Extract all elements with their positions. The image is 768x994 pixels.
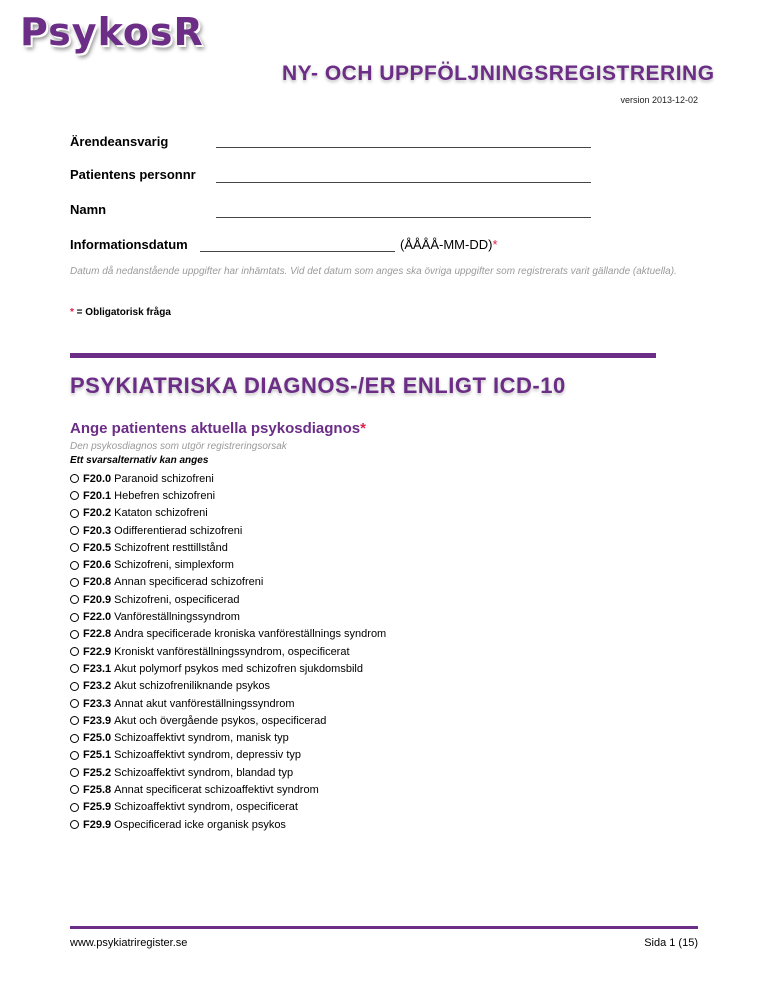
- diagnosis-option[interactable]: [70, 678, 386, 695]
- footer-divider: [70, 926, 698, 929]
- option-label: Schizoaffektivt syndrom, blandad typ: [114, 766, 294, 779]
- option-code: F20.1: [83, 489, 112, 502]
- diagnosis-option[interactable]: [70, 626, 386, 643]
- option-code: F25.1: [83, 749, 112, 762]
- radio-button-icon[interactable]: [70, 664, 79, 673]
- diagnosis-option[interactable]: [70, 539, 386, 556]
- question-subtitle: Den psykosdiagnos som utgör registreringsorsak: [70, 441, 287, 452]
- option-label: Vanföreställningssyndrom: [114, 611, 240, 624]
- diagnosis-option[interactable]: [70, 643, 386, 660]
- option-label: Ospecificerad icke organisk psykos: [114, 818, 286, 831]
- option-code: F23.1: [83, 662, 112, 675]
- option-code: F25.8: [83, 783, 112, 796]
- radio-button-icon[interactable]: [70, 509, 79, 518]
- option-label: Schizofreni, simplexform: [114, 559, 234, 572]
- diagnosis-option[interactable]: [70, 712, 386, 729]
- option-label: Schizofrent resttillstånd: [114, 541, 228, 554]
- radio-button-icon[interactable]: [70, 630, 79, 639]
- arendeansvarig-label: Ärendeansvarig: [70, 134, 169, 149]
- option-label: Schizoaffektivt syndrom, manisk typ: [114, 732, 289, 745]
- radio-button-icon[interactable]: [70, 491, 79, 500]
- radio-button-icon[interactable]: [70, 820, 79, 829]
- option-code: F29.9: [83, 818, 112, 831]
- info-note: Datum då nedanstående uppgifter har inhämtats. Vid det datum som anges ska övriga uppgifter som registrerats varit gällande (aktuella).: [70, 266, 677, 277]
- option-label: Hebefren schizofreni: [114, 489, 216, 502]
- section-title: PSYKIATRISKA DIAGNOS-/ER ENLIGT ICD-10: [70, 373, 566, 398]
- section-divider: [70, 353, 656, 358]
- personnr-field[interactable]: [216, 182, 591, 183]
- option-code: F20.6: [83, 559, 112, 572]
- diagnosis-option[interactable]: [70, 816, 386, 833]
- option-label: Annat akut vanföreställningssyndrom: [114, 697, 295, 710]
- option-label: Kataton schizofreni: [114, 507, 208, 520]
- option-label: Kroniskt vanföreställningssyndrom, ospecificerat: [114, 645, 350, 658]
- version-label: version 2013-12-02: [620, 95, 698, 105]
- option-code: F20.8: [83, 576, 112, 589]
- question-instruction: Ett svarsalternativ kan anges: [70, 455, 209, 466]
- mandatory-text: = Obligatorisk fråga: [73, 307, 171, 318]
- informationsdatum-label: Informationsdatum: [70, 237, 188, 252]
- radio-button-icon[interactable]: [70, 734, 79, 743]
- diagnosis-option[interactable]: [70, 729, 386, 746]
- radio-button-icon[interactable]: [70, 561, 79, 570]
- mandatory-note: [70, 307, 171, 318]
- option-label: Paranoid schizofreni: [114, 472, 214, 485]
- option-code: F20.3: [83, 524, 112, 537]
- option-label: Annat specificerat schizoaffektivt syndrom: [114, 783, 319, 796]
- diagnosis-option[interactable]: [70, 781, 386, 798]
- diagnosis-option[interactable]: [70, 505, 386, 522]
- option-code: F20.9: [83, 593, 112, 606]
- namn-field[interactable]: [216, 217, 591, 218]
- option-code: F22.8: [83, 628, 112, 641]
- option-code: F25.9: [83, 801, 112, 814]
- psykosr-logo: [20, 10, 220, 70]
- option-code: F20.5: [83, 541, 112, 554]
- logo-text: PsykosR: [20, 10, 204, 54]
- option-label: Annan specificerad schizofreni: [114, 576, 264, 589]
- arendeansvarig-field[interactable]: [216, 147, 591, 148]
- radio-button-icon[interactable]: [70, 785, 79, 794]
- option-label: Akut och övergående psykos, ospecificerad: [114, 714, 327, 727]
- option-label: Odifferentierad schizofreni: [114, 524, 243, 537]
- radio-button-icon[interactable]: [70, 682, 79, 691]
- diagnosis-options: [70, 470, 386, 833]
- option-code: F22.9: [83, 645, 112, 658]
- diagnosis-option[interactable]: [70, 747, 386, 764]
- radio-button-icon[interactable]: [70, 543, 79, 552]
- radio-button-icon[interactable]: [70, 751, 79, 760]
- radio-button-icon[interactable]: [70, 613, 79, 622]
- namn-label: Namn: [70, 202, 107, 217]
- option-label: Schizoaffektivt syndrom, depressiv typ: [114, 749, 302, 762]
- option-label: Andra specificerade kroniska vanföreställnings syndrom: [114, 628, 387, 641]
- radio-button-icon[interactable]: [70, 716, 79, 725]
- option-code: F23.3: [83, 697, 112, 710]
- option-label: Akut polymorf psykos med schizofren sjukdomsbild: [114, 662, 363, 675]
- option-label: Akut schizofreniliknande psykos: [114, 680, 271, 693]
- diagnosis-option[interactable]: [70, 764, 386, 781]
- option-code: F25.0: [83, 732, 112, 745]
- informationsdatum-field[interactable]: [200, 251, 395, 252]
- option-code: F25.2: [83, 766, 112, 779]
- radio-button-icon[interactable]: [70, 647, 79, 656]
- option-code: F22.0: [83, 611, 112, 624]
- question-required-mark: *: [360, 420, 366, 437]
- diagnosis-option[interactable]: [70, 591, 386, 608]
- option-label: Schizoaffektivt syndrom, ospecificerat: [114, 801, 298, 814]
- page-title: NY- OCH UPPFÖLJNINGSREGISTRERING: [282, 62, 715, 85]
- date-format-hint: [400, 237, 498, 252]
- diagnosis-option[interactable]: [70, 522, 386, 539]
- diagnosis-option[interactable]: [70, 799, 386, 816]
- option-code: F20.0: [83, 472, 112, 485]
- mandatory-star: *: [70, 307, 74, 318]
- required-mark: *: [492, 237, 498, 252]
- question-title-text: Ange patientens aktuella psykosdiagnos: [70, 420, 361, 437]
- radio-button-icon[interactable]: [70, 578, 79, 587]
- personnr-label: Patientens personnr: [70, 167, 196, 182]
- radio-button-icon[interactable]: [70, 474, 79, 483]
- diagnosis-option[interactable]: [70, 487, 386, 504]
- option-label: Schizofreni, ospecificerad: [114, 593, 240, 606]
- radio-button-icon[interactable]: [70, 699, 79, 708]
- option-code: F23.9: [83, 714, 112, 727]
- diagnosis-option[interactable]: [70, 660, 386, 677]
- diagnosis-option[interactable]: [70, 556, 386, 573]
- diagnosis-option[interactable]: [70, 695, 386, 712]
- option-code: F20.2: [83, 507, 112, 520]
- page-number: Sida 1 (15): [644, 937, 698, 949]
- date-format-text: (ÅÅÅÅ-MM-DD): [400, 237, 493, 252]
- diagnosis-option[interactable]: [70, 574, 386, 591]
- option-code: F23.2: [83, 680, 112, 693]
- radio-button-icon[interactable]: [70, 803, 79, 812]
- radio-button-icon[interactable]: [70, 526, 79, 535]
- diagnosis-option[interactable]: [70, 608, 386, 625]
- footer-url: www.psykiatriregister.se: [70, 937, 188, 949]
- diagnosis-option[interactable]: [70, 470, 386, 487]
- question-title: [70, 420, 366, 437]
- radio-button-icon[interactable]: [70, 595, 79, 604]
- radio-button-icon[interactable]: [70, 768, 79, 777]
